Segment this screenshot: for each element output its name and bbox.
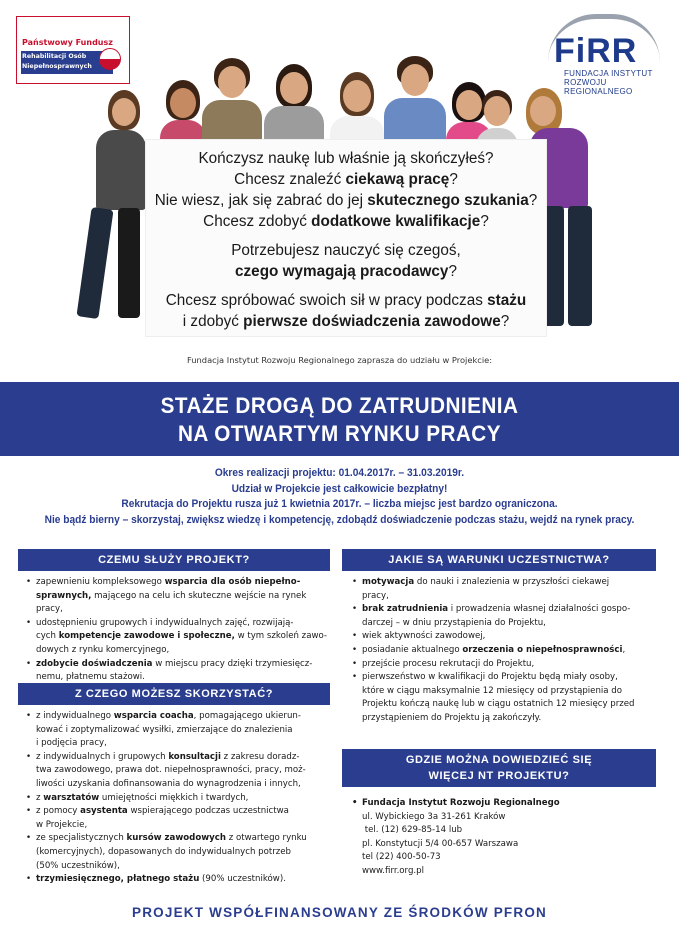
contact-address-krakow: ul. Wybickiego 3a 31-261 Kraków bbox=[362, 811, 506, 822]
person-3 bbox=[200, 58, 264, 148]
project-title-band bbox=[0, 382, 679, 456]
list-item: • wiek aktywności zawodowej, bbox=[352, 630, 658, 644]
board-question-4: Chcesz zdobyć dodatkowe kwalifikacje? bbox=[203, 213, 489, 230]
conditions-list bbox=[352, 576, 658, 726]
firr-logo-mark: FiRR bbox=[554, 32, 638, 70]
footer-cofinancing: PROJEKT WSPÓŁFINANSOWANY ZE ŚRODKÓW PFRON bbox=[132, 905, 547, 920]
list-item: • posiadanie aktualnego orzeczenia o niepełnosprawności, bbox=[352, 644, 658, 658]
board-question-3: Nie wiesz, jak się zabrać do jej skutecznego szukania? bbox=[154, 192, 538, 209]
contact-block bbox=[352, 797, 560, 879]
list-item: • zapewnieniu kompleksowego wsparcia dla osób niepełno- sprawnych, mającego na celu ich skuteczne wejście na rynek pracy, bbox=[26, 576, 332, 617]
section-header-benefits: Z CZEGO MOŻESZ SKORZYSTAĆ? bbox=[18, 683, 330, 705]
section-header-purpose: CZEMU SŁUŻY PROJEKT? bbox=[18, 549, 330, 571]
list-item: • ze specjalistycznych kursów zawodowych z otwartego rynku (komercyjnych), dopasowanych do indywidualnych potrzeb (50% uczestników), bbox=[26, 832, 332, 873]
list-item: • z indywidualnych i grupowych konsultacji z zakresu doradz- twa zawodowego, prawa dot. niepełnosprawności, pracy, moż- liwości uzyskania dofinansowania do wynagrodzenia i innych, bbox=[26, 751, 332, 792]
info-period: Okres realizacji projektu: 01.04.2017r. – 31.03.2019r. bbox=[214, 467, 465, 479]
contact-org: • Fundacja Instytut Rozwoju Regionalnego bbox=[352, 797, 560, 811]
firr-logo-sub2: ROZWOJU REGIONALNEGO bbox=[564, 78, 633, 96]
more-info-title-line1: GDZIE MOŻNA DOWIEDZIEĆ SIĘ bbox=[405, 754, 593, 766]
info-call-to-action: Nie bądź bierny – skorzystaj, zwiększ wiedzę i kompetencję, zdobądź doświadczenie podczas stażu, wejdź na rynek pracy. bbox=[44, 513, 635, 526]
project-title-line2: NA OTWARTYM RYNKU PRACY bbox=[177, 421, 501, 446]
board-question-6-line1: Chcesz spróbować swoich sił w pracy podczas stażu bbox=[165, 292, 527, 309]
list-item: • pierwszeństwo w kwalifikacji do Projektu będą miały osoby, które w ciągu maksymalnie 12 miesięcy od przystąpienia do Projektu kończą naukę lub w ciągu ostatnich 12 miesięcy przed przystąpieniem do Projektu ją zakończyły. bbox=[352, 671, 658, 725]
contact-phone-krakow: tel. (12) 629-85-14 lub bbox=[362, 825, 463, 836]
board-question-5-line2: czego wymagają pracodawcy? bbox=[235, 263, 457, 280]
list-item: • z pomocy asystenta wspierającego podczas uczestnictwa w Projekcie, bbox=[26, 805, 332, 832]
firr-logo-sub1: FUNDACJA INSTYTUT bbox=[564, 69, 653, 78]
project-info bbox=[0, 466, 679, 528]
section-header-conditions: JAKIE SĄ WARUNKI UCZESTNICTWA? bbox=[342, 549, 656, 571]
board-question-5-line1: Potrzebujesz nauczyć się czegoś, bbox=[231, 242, 461, 259]
contact-address-warszawa: pl. Konstytucji 5/4 00-657 Warszawa bbox=[362, 838, 519, 849]
list-item: • motywacja do nauki i znalezienia w przyszłości ciekawej pracy, bbox=[352, 576, 658, 603]
board-question-2: Chcesz znaleźć ciekawą pracę? bbox=[234, 171, 458, 188]
pfron-logo-line3: Niepełnosprawnych bbox=[22, 63, 92, 70]
question-board bbox=[146, 140, 546, 336]
list-item: • trzymiesięcznego, płatnego stażu (90% uczestników). bbox=[26, 873, 332, 887]
list-item: • przejście procesu rekrutacji do Projektu, bbox=[352, 658, 658, 672]
person-6 bbox=[382, 56, 448, 148]
list-item: • udostępnieniu grupowych i indywidualnych zajęć, rozwijają- cych kompetencje zawodowe i społeczne, w tym szkoleń zawo- dowych z rynku komercyjnego, bbox=[26, 617, 332, 658]
list-item: • zdobycie doświadczenia w miejscu pracy dzięki trzymiesięcz- nemu, płatnemu stażowi. bbox=[26, 658, 332, 685]
board-question-6-line2: i zdobyć pierwsze doświadczenia zawodowe? bbox=[182, 313, 510, 330]
invitation-line: Fundacja Instytut Rozwoju Regionalnego zaprasza do udziału w Projekcie: bbox=[186, 355, 493, 365]
pfron-logo-line2: Rehabilitacji Osób bbox=[22, 53, 87, 60]
section-header-more-info bbox=[342, 749, 656, 787]
info-recruitment: Rekrutacja do Projektu rusza już 1 kwietnia 2017r. – liczba miejsc jest bardzo ograniczona. bbox=[121, 498, 558, 511]
list-item: • brak zatrudnienia i prowadzenia własnej działalności gospo- darczej – w dniu przystąpienia do Projektu, bbox=[352, 603, 658, 630]
board-question-1: Kończysz naukę lub właśnie ją skończyłeś? bbox=[198, 150, 494, 167]
list-item: • z indywidualnego wsparcia coacha, pomagającego ukierun- kować i zoptymalizować wysiłki, zmierzające do znalezienia i podjęcia pracy, bbox=[26, 710, 332, 751]
benefits-list bbox=[26, 710, 332, 887]
info-free: Udział w Projekcie jest całkowicie bezpłatny! bbox=[231, 482, 448, 495]
list-item: • z warsztatów umiejętności miękkich i twardych, bbox=[26, 792, 332, 806]
pfron-logo-line1: Państwowy Fundusz bbox=[22, 38, 113, 47]
contact-phone-warszawa: tel (22) 400-50-73 bbox=[362, 852, 441, 863]
project-title-line1: STAŻE DROGĄ DO ZATRUDNIENIA bbox=[160, 393, 519, 418]
contact-website-link[interactable]: www.firr.org.pl bbox=[362, 865, 424, 876]
purpose-list bbox=[26, 576, 332, 685]
more-info-title-line2: WIĘCEJ NT PROJEKTU? bbox=[428, 770, 570, 782]
